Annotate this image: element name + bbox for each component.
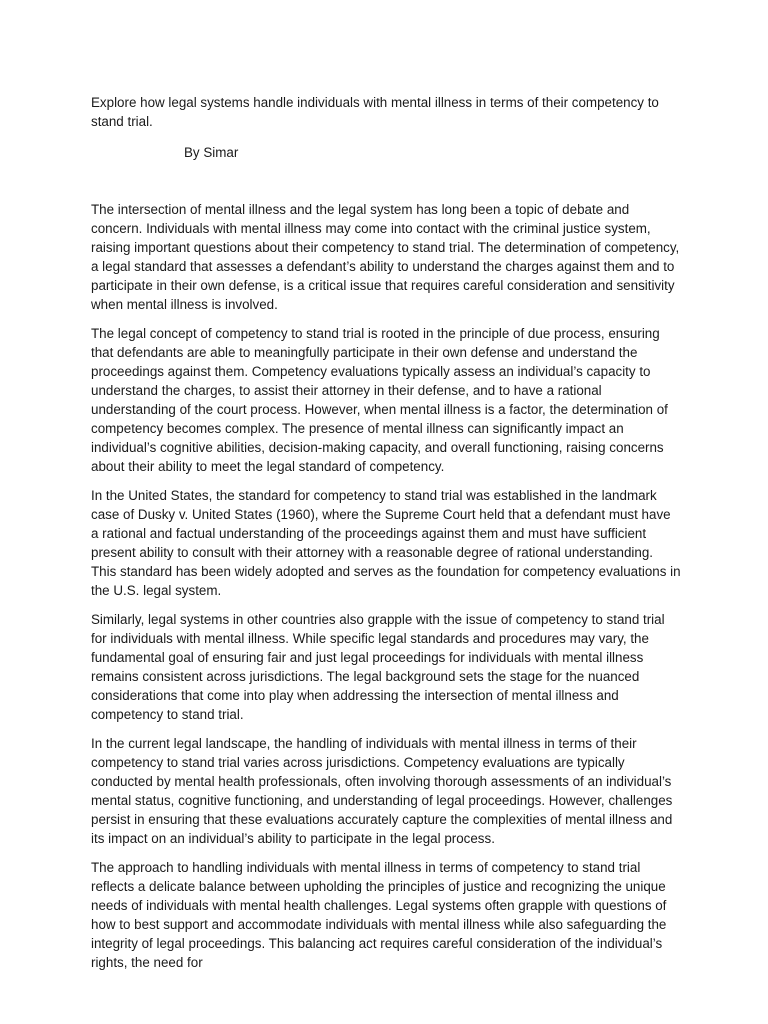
document-author: By Simar <box>184 145 239 160</box>
document-content <box>91 93 681 982</box>
paragraph: In the United States, the standard for competency to stand trial was established in the landmark case of Dusky v. United States (1960), where the Supreme Court held that a defendant must have a rational and factual understanding of the proceedings against them and must have sufficient present ability to consult with their attorney with a reasonable degree of rational understanding. This standard has been widely adopted and serves as the foundation for competency evaluations in the U.S. legal system. <box>91 488 681 598</box>
paragraph: The approach to handling individuals with mental illness in terms of competency to stand trial reflects a delicate balance between upholding the principles of justice and recognizing the unique needs of individuals with mental health challenges. Legal systems often grapple with questions of how to best support and accommodate individuals with mental illness while also safeguarding the integrity of legal proceedings. This balancing act requires careful consideration of the individual’s rights, the need for <box>91 860 667 970</box>
document-title: Explore how legal systems handle individuals with mental illness in terms of their competency to stand trial. <box>91 95 659 129</box>
paragraph: Similarly, legal systems in other countries also grapple with the issue of competency to stand trial for individuals with mental illness. While specific legal standards and procedures may vary, the fundamental goal of ensuring fair and just legal proceedings for individuals with mental illness remains consistent across jurisdictions. The legal background sets the stage for the nuanced considerations that come into play when addressing the intersection of mental illness and competency to stand trial. <box>91 612 665 722</box>
paragraph: The legal concept of competency to stand trial is rooted in the principle of due process, ensuring that defendants are able to meaningfully participate in their own defense and understand the proceedings against them. Competency evaluations typically assess an individual’s capacity to understand the charges, to assist their attorney in their defense, and to have a rational understanding of the court process. However, when mental illness is a factor, the determination of competency becomes complex. The presence of mental illness can significantly impact an individual’s cognitive abilities, decision-making capacity, and overall functioning, raising concerns about their ability to meet the legal standard of competency. <box>91 326 668 474</box>
paragraph: In the current legal landscape, the handling of individuals with mental illness in terms of their competency to stand trial varies across jurisdictions. Competency evaluations are typically conducted by mental health professionals, often involving thorough assessments of an individual’s mental status, cognitive functioning, and understanding of legal proceedings. However, challenges persist in ensuring that these evaluations accurately capture the complexities of mental illness and its impact on an individual’s ability to participate in the legal process. <box>91 736 673 846</box>
document-body <box>91 200 681 972</box>
paragraph: The intersection of mental illness and the legal system has long been a topic of debate and concern. Individuals with mental illness may come into contact with the criminal justice system, raising important questions about their competency to stand trial. The determination of competency, a legal standard that assesses a defendant’s ability to understand the charges against them and to participate in their own defense, is a critical issue that requires careful consideration and sensitivity when mental illness is involved. <box>91 202 680 312</box>
